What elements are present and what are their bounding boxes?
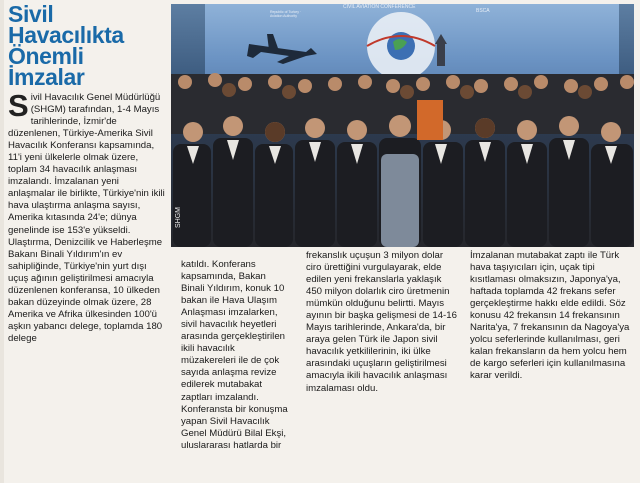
page-edge [0, 0, 4, 483]
headline-line-2: Havacılıkta [8, 22, 124, 48]
globe-icon [367, 12, 435, 80]
headline-line-1: Sivil [8, 1, 54, 27]
article-column-1 [8, 88, 168, 345]
article-column-2: katıldı. Konferans kapsamında, Bakan Binali Yıldırım, konuk 10 bakan ile Hava Ulaşım Anlaşması imzalarken, sivil havacılık heyetleri arasında gerçekleştirilen ikili havacılık müzakereleri ile de çok sayıda anlaşma revize edilerek mutabakat zaptları imzalandı. Konferansta bir konuşma yapan Sivil Havacılık Genel Müdürü Bilal Ekşi, uluslararası hatlarda bir [181, 259, 288, 451]
photo-credit: SHGM [175, 207, 182, 228]
column-1-text: ivil Havacılık Genel Müdürlüğü (SHGM) tarafından, 1-4 Mayıs tarihlerinde, İzmir'de düzenlenen, Türkiye-Amerika Sivil Havacılık Konferansı kapsamında, 11'i yeni ülkelerle olmak üzere, toplam 34 havacılık anlaşması imzalandı. İmzalanan yeni anlaşmalar ile birlikte, Türkiye'nin ikili hava ulaştırma anlaşma sayısı, Amerika kıtasında 24'e; dünya genelinde ise 153'e yükseldi. Ulaştırma, Denizcilik ve Haberleşme Bakanı Binali Yıldırım'ın ev sahipliğinde, Türkiye'nin yurt dışı uçuş ağının geliştirilmesi amacıyla düzenlenen konferansa, 10 ülkeden bakan düzeyinde olmak üzere, 28 Amerika ve Afrika ülkesinden 100'ü aşkın yabancı delege, toplamda 180 delege [8, 92, 165, 344]
orange-dress [417, 100, 443, 140]
article-column-4: İmzalanan mutabakat zaptı ile Türk hava taşıyıcıları için, uçak tipi kısıtlaması olmaksızın, Japonya'ya, haftada toplamda 42 frekans sefer gerçekleştirme hakkı elde edildi. Söz konusu 42 frekansın 14 frekansının Narita'ya, 7 frekansının da Nagoya'ya yolcu seferlerinde kullanılması, geri kalan frekansların da hem yolcu hem de kargo seferleri için kullanılmasına karar verildi. [470, 250, 630, 382]
clock-tower-icon [435, 34, 447, 66]
airplane-icon [247, 34, 317, 64]
photo-illustration [171, 4, 634, 247]
backdrop-title: CIVIL AVIATION CONFERENCE [343, 4, 416, 10]
crowd-front-row [173, 115, 633, 247]
backdrop-logo-right: BSCA [476, 8, 490, 14]
headline-line-4: İmzalar [8, 64, 85, 90]
drop-cap: S [8, 88, 29, 123]
article-column-3: frekanslık uçuşun 3 milyon dolar ciro ürettiğini vurgulayarak, elde edilen yeni frekanslarla yaklaşık 450 milyon dolarlık ciro üretmenin mümkün olduğunu belirtti. Mayıs ayının bir başka gelişmesi de 14-16 Mayıs tarihlerinde, Ankara'da, bir araya gelen Türk ile Japon sivil havacılık yetkililerinin, iki ülke arasındaki uçuşların geliştirilmesi amacıyla ikili havacılık anlaşması imzalaması oldu. [306, 250, 457, 394]
conference-group-photo [171, 4, 634, 247]
backdrop-logo-text: Republic of Turkey · Aviation Authority [270, 10, 302, 18]
headline-line-3: Önemli [8, 43, 84, 69]
article-headline [8, 1, 168, 90]
